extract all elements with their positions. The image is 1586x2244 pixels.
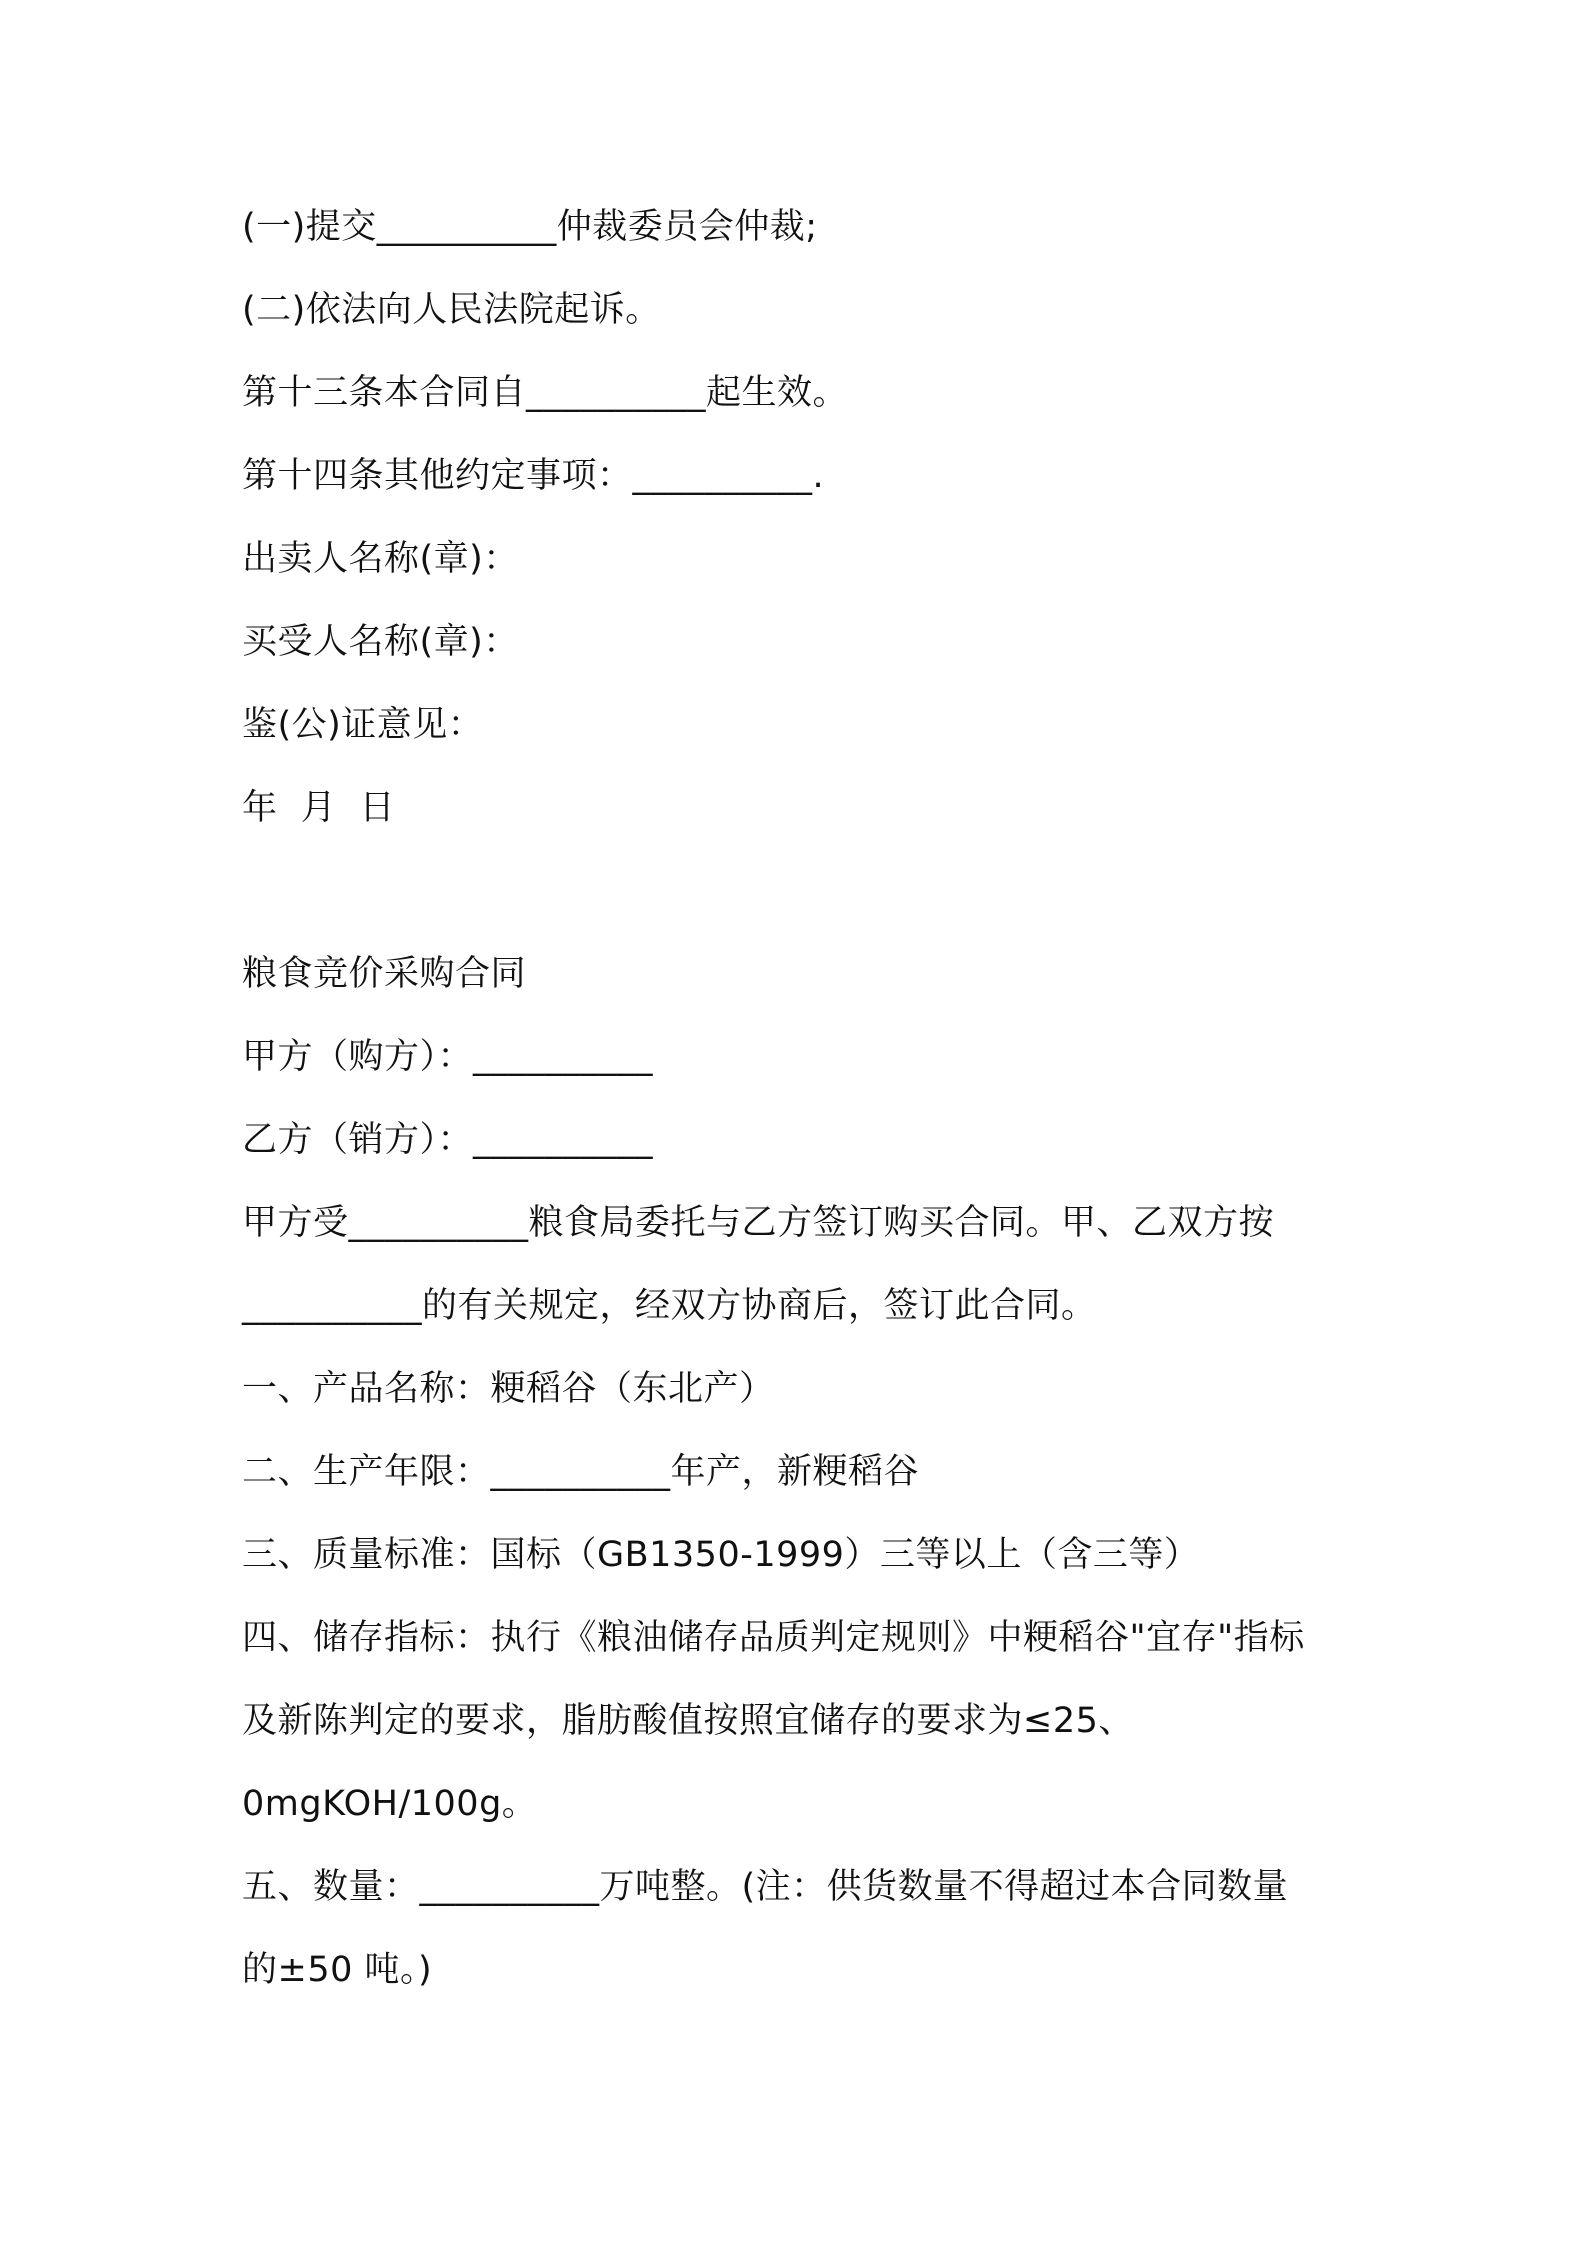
production-year-line: 二、生产年限：__________年产，新粳稻谷 (242, 1452, 920, 1492)
quality-standard-line: 三、质量标准：国标（GB1350-1999）三等以上（含三等） (242, 1535, 1200, 1575)
article-14-line: 第十四条其他约定事项：__________. (242, 456, 825, 496)
storage-index-line-2: 及新陈判定的要求，脂肪酸值按照宜储存的要求为≤25、 (242, 1701, 1134, 1741)
preamble-line-2: __________的有关规定，经双方协商后，签订此合同。 (242, 1286, 1097, 1326)
storage-index-line-3: 0mgKOH/100g。 (242, 1784, 538, 1824)
arbitration-clause-line: (一)提交__________仲裁委员会仲裁; (242, 207, 818, 247)
quantity-line-2: 的±50 吨。) (242, 1950, 433, 1990)
party-a-line: 甲方（购方）：__________ (242, 1037, 654, 1077)
date-line: 年 月 日 (242, 788, 396, 828)
product-name-line: 一、产品名称：粳稻谷（东北产） (242, 1369, 775, 1409)
storage-index-line-1: 四、储存指标：执行《粮油储存品质判定规则》中粳稻谷"宜存"指标 (242, 1618, 1305, 1658)
lawsuit-clause-line: (二)依法向人民法院起诉。 (242, 290, 661, 330)
notarization-opinion-line: 鉴(公)证意见： (242, 705, 484, 745)
preamble-line-1: 甲方受__________粮食局委托与乙方签订购买合同。甲、乙双方按 (242, 1203, 1275, 1243)
seller-signature-line: 出卖人名称(章)： (242, 539, 519, 579)
buyer-signature-line: 买受人名称(章)： (242, 622, 519, 662)
quantity-line-1: 五、数量：__________万吨整。(注：供货数量不得超过本合同数量 (242, 1867, 1289, 1907)
contract-title: 粮食竞价采购合同 (242, 954, 527, 994)
article-13-line: 第十三条本合同自__________起生效。 (242, 373, 849, 413)
party-b-line: 乙方（销方）：__________ (242, 1120, 654, 1160)
